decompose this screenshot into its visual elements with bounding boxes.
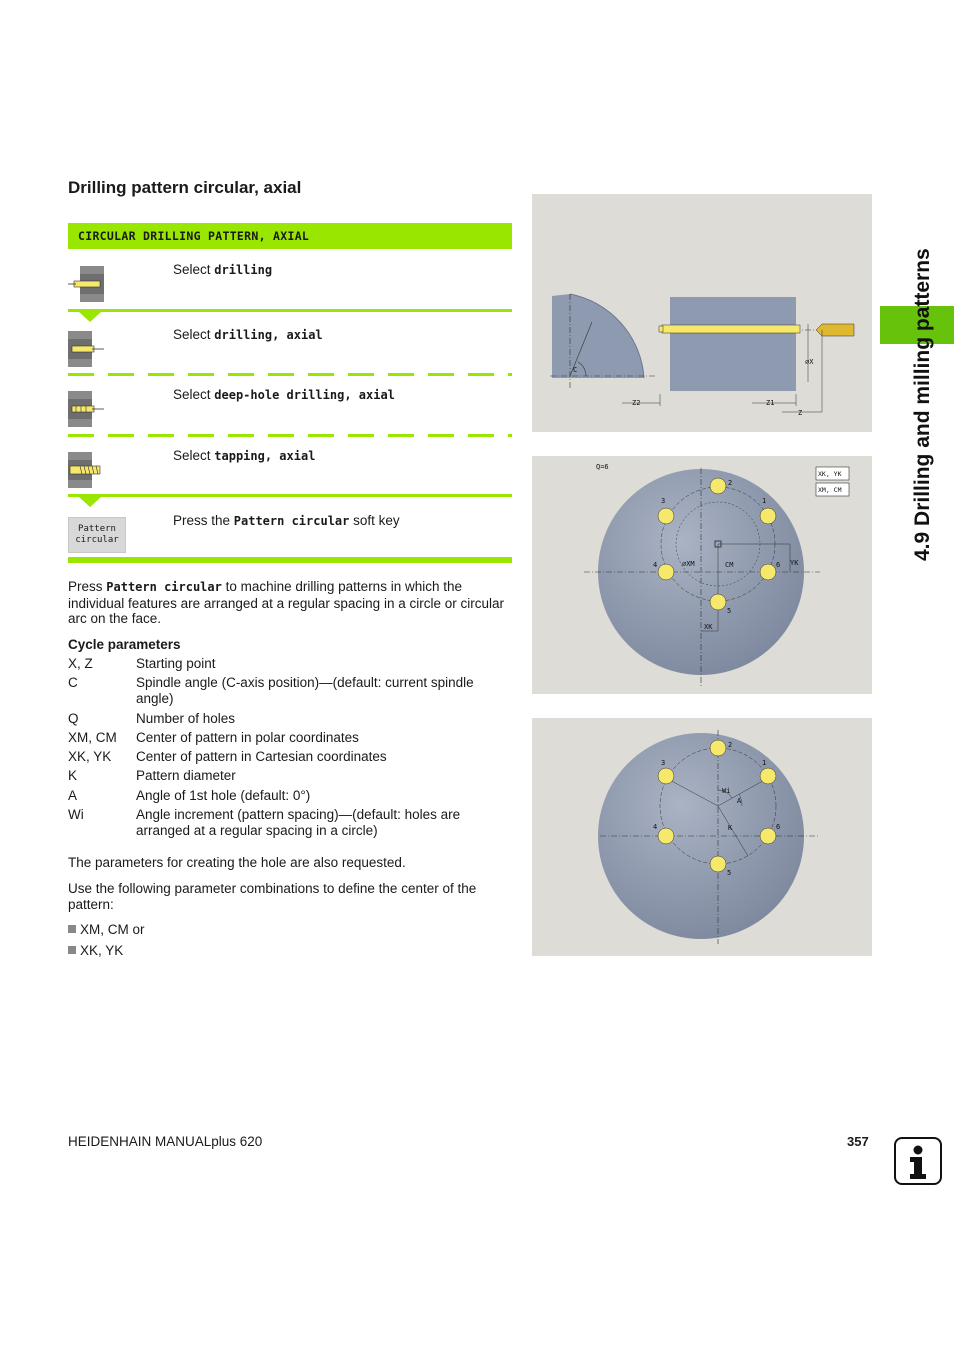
svg-text:4.9 Drilling and milling patte: 4.9 Drilling and milling patterns [911, 248, 934, 561]
step-keyword: tapping, axial [214, 449, 316, 463]
bullet-item: XK, YK [68, 943, 123, 958]
figure-pattern-center [532, 456, 872, 694]
label-cm: CM [725, 561, 734, 569]
alternative-divider [68, 373, 512, 376]
flow-arrow-icon [79, 312, 101, 322]
pattern-circular-softkey[interactable]: Pattern circular [68, 517, 126, 553]
bullet-icon [68, 946, 76, 954]
divider [68, 309, 512, 312]
dialog-header-label: CIRCULAR DRILLING PATTERN, AXIAL [78, 229, 310, 243]
hole-label: 6 [776, 823, 781, 831]
bullet-icon [68, 925, 76, 933]
footer-product: HEIDENHAIN MANUALplus 620 [68, 1134, 263, 1149]
deep-hole-drilling-axial-icon[interactable] [68, 391, 104, 427]
section-title: Drilling pattern circular, axial [68, 178, 302, 197]
legend-xm-cm: XM, CM [818, 486, 842, 494]
hole-label: 1 [762, 759, 767, 767]
dialog-header-bar [68, 223, 512, 249]
label-wi: Wi [722, 787, 731, 795]
step-select-tapping: Select tapping, axial [173, 448, 316, 463]
step-select-deep-hole-drilling: Select deep-hole drilling, axial [173, 387, 395, 402]
label-xk: XK [704, 623, 713, 631]
hole-label: 2 [728, 479, 733, 487]
divider-end [68, 557, 512, 563]
label-c: C [573, 366, 578, 374]
hole-label: 3 [661, 759, 666, 767]
step-select-drilling: Select drilling [173, 262, 273, 277]
label-k: K [728, 824, 733, 832]
note-paragraph: The parameters for creating the hole are also requested. [68, 855, 406, 870]
hole-label: 4 [653, 561, 658, 569]
figure-pattern-angles [532, 718, 872, 956]
alternative-divider [68, 434, 512, 437]
note-paragraph: Use the following parameter combinations to define the center of the pattern: [68, 881, 477, 912]
step-keyword: drilling [214, 263, 273, 277]
step-keyword: drilling, axial [214, 328, 323, 342]
label-x: ⌀X [805, 358, 814, 366]
label-yk: YK [790, 559, 799, 567]
chapter-side-title [885, 183, 945, 563]
info-icon [894, 1137, 942, 1185]
bullet-item: XM, CM or [68, 922, 145, 937]
intro-paragraph: Press Pattern circular to machine drilling patterns in which the individual features are arranged at a regular spacing in a circle or circular arc on the face. [68, 579, 504, 626]
cycle-parameters-heading: Cycle parameters [68, 637, 181, 652]
label-z: Z [798, 409, 803, 417]
hole-label: 6 [776, 561, 781, 569]
hole-label: 3 [661, 497, 666, 505]
hole-label: 2 [728, 741, 733, 749]
hole-label: 5 [727, 607, 732, 615]
hole-label: 4 [653, 823, 658, 831]
step-select-drilling-axial: Select drilling, axial [173, 327, 323, 342]
flow-arrow-icon [79, 497, 101, 507]
label-a: A [737, 797, 742, 805]
hole-label: 1 [762, 497, 767, 505]
label-xm: ⌀XM [682, 560, 695, 568]
drilling-axial-icon[interactable] [68, 331, 104, 367]
step-keyword: deep-hole drilling, axial [214, 388, 395, 402]
label-z1: Z1 [766, 399, 775, 407]
step-press-softkey: Press the Pattern circular soft key [173, 513, 400, 528]
divider [68, 494, 512, 497]
page-number: 357 [847, 1134, 869, 1149]
label-z2: Z2 [632, 399, 641, 407]
step-keyword: Pattern circular [233, 514, 350, 528]
q-label: Q=6 [596, 463, 609, 471]
legend-xk-yk: XK, YK [818, 470, 842, 478]
drilling-icon[interactable] [68, 266, 104, 302]
figure-side-view [532, 194, 872, 432]
tapping-axial-icon[interactable] [68, 452, 104, 488]
hole-label: 5 [727, 869, 732, 877]
